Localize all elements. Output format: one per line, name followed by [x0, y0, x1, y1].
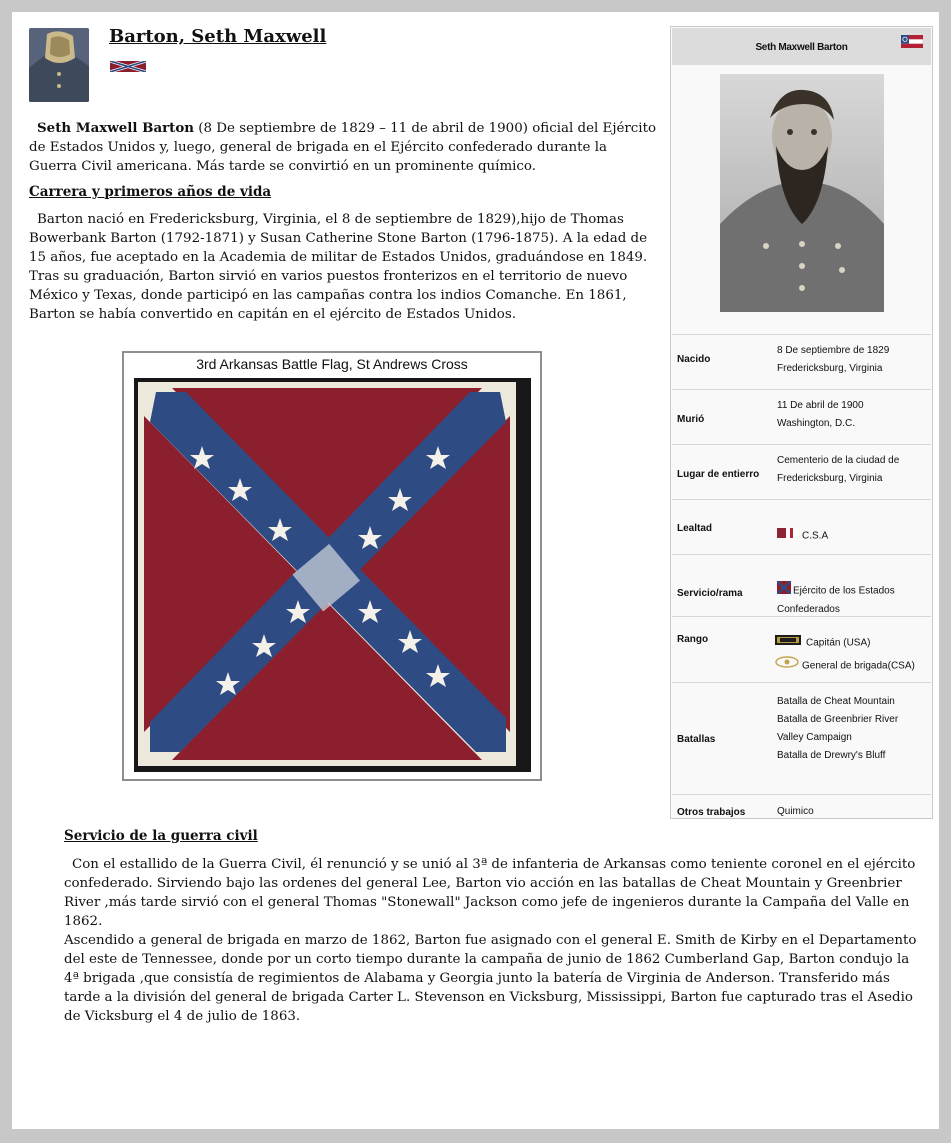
battle-item: Batalla de Cheat Mountain — [777, 696, 895, 707]
battle-item: Batalla de Greenbrier River — [777, 714, 899, 725]
career-paragraph: Barton nació en Fredericksburg, Virginia, el 8 de septiembre de 1829),hijo de Thomas Bowerbank Barton (1792-1871) y Susan Catherine Stone Barton (1796-1875). A la edad de 15 años, fue aceptado en la Academia de militar de Estados Unidos, graduándose en 1849. Tras su graduación, Barton sirvió en varios puestos fronterizos en el territorio de nuevo México y Texas, donde participó en las campañas contra los indios Comanche. En 1861, Barton se había convertido en capitán en el ejército de Estados Unidos. — [29, 212, 648, 322]
infobox-row-battles — [672, 682, 931, 795]
value-line: Fredericksburg, Virginia — [777, 473, 883, 484]
allegiance-text: C.S.A — [802, 530, 829, 542]
value-line — [777, 527, 828, 546]
infobox-row-rank — [672, 616, 931, 683]
document-page — [12, 12, 939, 1129]
rank-text: Capitán (USA) — [806, 637, 871, 649]
value-line — [775, 632, 915, 655]
infobox-value — [777, 581, 895, 619]
infobox-row-born — [672, 334, 931, 390]
value-line — [777, 581, 895, 601]
infobox-label: Lealtad — [677, 523, 713, 534]
page-title: Barton, Seth Maxwell — [109, 26, 327, 47]
infobox-value — [775, 632, 915, 677]
infobox — [670, 26, 933, 819]
infobox-value — [777, 693, 898, 765]
infobox-row-burial — [672, 444, 931, 500]
battle-flag-icon — [777, 581, 791, 601]
infobox-label: Batallas — [677, 734, 716, 745]
confederate-flag-icon — [110, 57, 146, 68]
infobox-row-service — [672, 554, 931, 617]
civil-war-paragraph-2: Ascendido a general de brigada en marzo de 1862, Barton fue asignado con el general E. Smith de Kirby en el Departamento del este de Tennessee, donde por un corto tiempo durante la campaña de junio de 1862 Cumberland Gap, Barton condujo la 4ª brigada ,que consistía de regimientos de Alabama y Georgia junto la batería de Virginia de Anderson. Transferido más tarde a la división del general de brigada Carter L. Stevenson en Vicksburg, Mississippi, Barton fue capturado tras el Asedio de Vicksburg el 4 de julio de 1863. — [64, 933, 917, 1024]
flag-figure — [122, 351, 542, 781]
intro-paragraph — [29, 119, 659, 176]
infobox-value — [777, 397, 864, 433]
value-line: Confederados — [777, 604, 840, 615]
value-line: 11 De abril de 1900 — [777, 400, 864, 411]
infobox-value — [777, 452, 899, 488]
intro-text: (8 De septiembre de 1829 – 11 de abril de 1900) oficial del Ejército de Estados Unidos y, luego, general de brigada en el Ejército confederado durante la Guerra Civil americana. Más tarde se convirtió en un prominente químico. — [29, 121, 657, 174]
infobox-name: Seth Maxwell Barton — [755, 42, 848, 53]
service-text: Ejército de los Estados — [793, 585, 895, 597]
infobox-value — [777, 342, 889, 378]
infobox-label: Servicio/rama — [677, 588, 743, 599]
battle-item: Batalla de Drewry's Bluff — [777, 750, 886, 761]
value-line: Fredericksburg, Virginia — [777, 363, 883, 374]
battle-item: Valley Campaign — [777, 732, 852, 743]
figure-caption: 3rd Arkansas Battle Flag, St Andrews Cross — [196, 356, 468, 372]
infobox-label: Otros trabajos — [677, 807, 746, 818]
value-line: 8 De septiembre de 1829 — [777, 345, 890, 356]
portrait-thumbnail — [29, 28, 89, 102]
infobox-label: Lugar de entierro — [677, 469, 760, 480]
infobox-row-other-work — [672, 794, 931, 819]
value-line: Washington, D.C. — [777, 418, 855, 429]
infobox-portrait — [720, 74, 884, 312]
section-heading-career: Carrera y primeros años de vida — [29, 184, 272, 200]
intro-name: Seth Maxwell Barton — [37, 120, 195, 136]
battle-flag-image — [134, 378, 531, 772]
value-line — [775, 655, 915, 678]
general-insignia-icon — [775, 655, 799, 677]
infobox-row-died — [672, 389, 931, 445]
infobox-label: Murió — [677, 414, 705, 425]
infobox-value — [777, 527, 828, 546]
infobox-label: Nacido — [677, 354, 711, 365]
infobox-row-allegiance — [672, 499, 931, 555]
infobox-header — [672, 28, 931, 65]
value-line: Quimico — [777, 806, 814, 817]
captain-insignia-icon — [775, 632, 801, 654]
civil-war-paragraph-1: Con el estallido de la Guerra Civil, él renunció y se unió al 3ª de infanteria de Arkansas como teniente coronel en el ejército confederado. Sirviendo bajo las ordenes del general Lee, Barton vio acción en las batallas de Cheat Mountain y Greenbrier River ,más tarde sirvió con el general Thomas "Stonewall" Jackson como jefe de ingenieros durante la Campaña del Valle en 1862. — [64, 857, 916, 929]
section-heading-civil-war: Servicio de la guerra civil — [64, 828, 258, 844]
rank-text: General de brigada(CSA) — [802, 660, 915, 672]
csa-flag-icon — [777, 527, 797, 545]
value-line: Cementerio de la ciudad de — [777, 455, 900, 466]
infobox-value — [777, 803, 814, 821]
csa-flag-icon — [901, 35, 923, 48]
infobox-label: Rango — [677, 634, 709, 645]
